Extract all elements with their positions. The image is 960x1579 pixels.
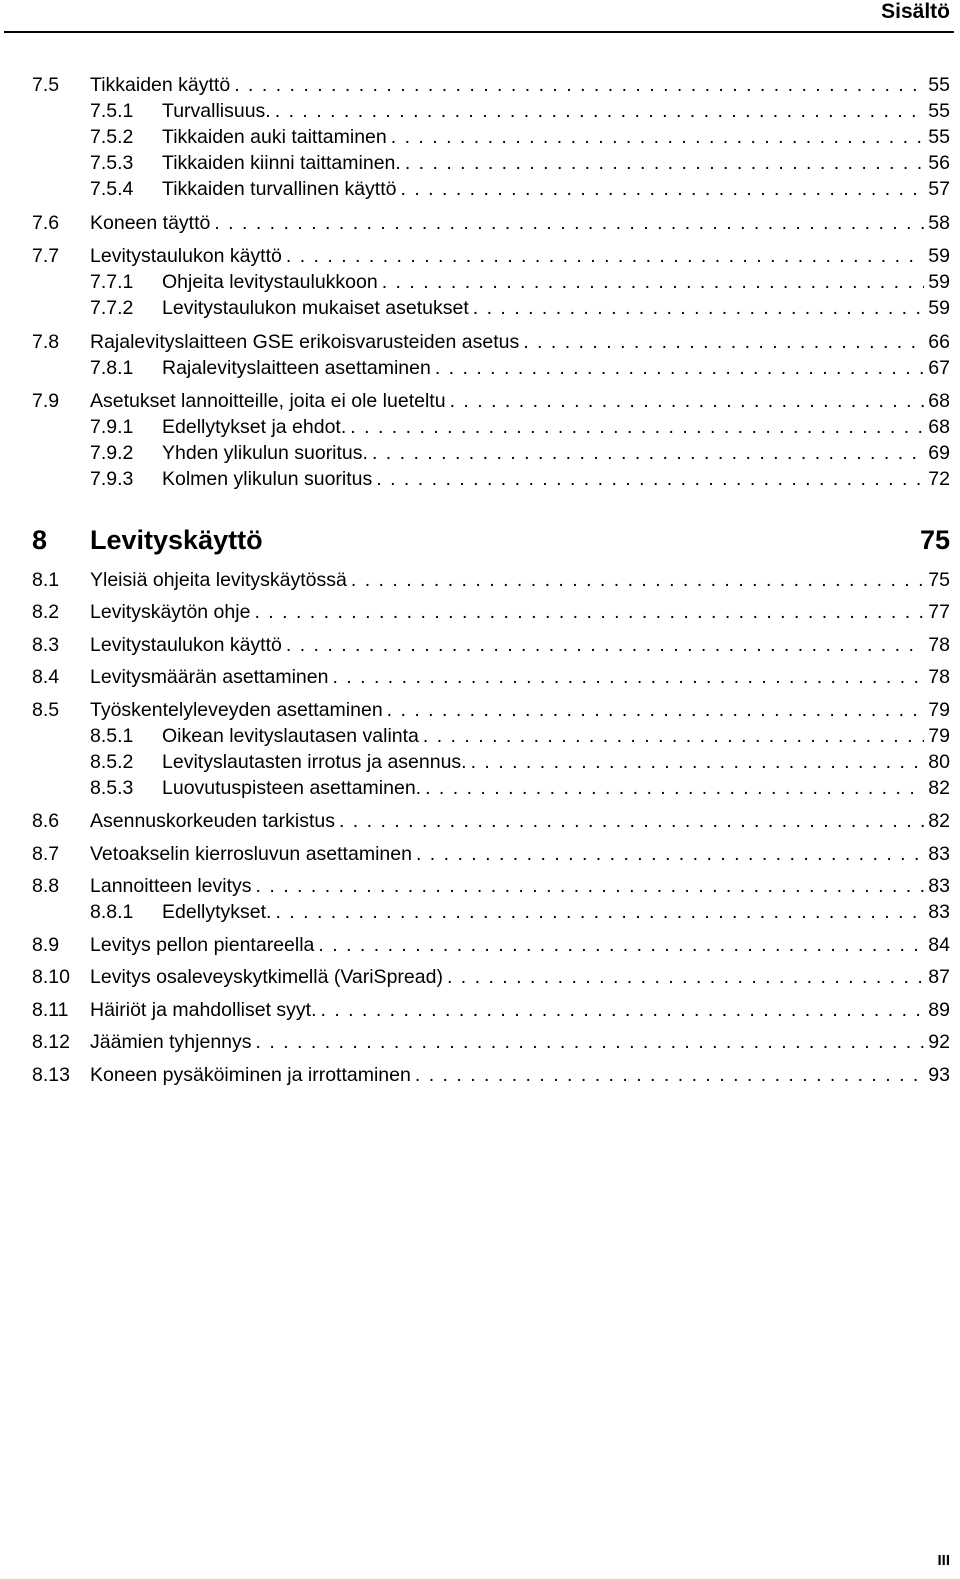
toc-entry-page: 59 (928, 297, 950, 319)
toc-entry[interactable] (32, 808, 950, 834)
header-divider (4, 31, 954, 33)
toc-entry-title: Asennuskorkeuden tarkistus (90, 810, 335, 832)
toc-dot-leader (415, 1062, 924, 1088)
toc-entry-number: 8.2 (32, 601, 60, 623)
toc-entry-title: Oikean levityslautasen valinta (162, 725, 419, 747)
toc-entry-page: 83 (928, 843, 950, 865)
toc-entry-title: Koneen täyttö (90, 212, 211, 234)
toc-entry-title: Häiriöt ja mahdolliset syyt. (90, 999, 317, 1021)
toc-entry-title: Levitys osaleveyskytkimellä (VariSpread) (90, 966, 443, 988)
toc-entry-title: Tikkaiden auki taittaminen (162, 126, 387, 148)
toc-entry-page: 55 (928, 126, 950, 148)
toc-entry-title: Levitystaulukon mukaiset asetukset (162, 297, 469, 319)
toc-entry-number: 7.7 (32, 245, 60, 267)
toc-entry-page: 82 (928, 810, 950, 832)
toc-entry-page: 87 (928, 966, 950, 988)
toc-entry-page: 93 (928, 1064, 950, 1086)
toc-entry[interactable] (32, 329, 950, 355)
toc-entry[interactable] (32, 775, 950, 801)
toc-entry-number: 8.13 (32, 1064, 70, 1086)
toc-entry[interactable] (32, 841, 950, 867)
chapter-heading[interactable] (32, 525, 950, 559)
toc-entry[interactable] (32, 632, 950, 658)
toc-entry-number: 7.8 (32, 331, 60, 353)
toc-entry-number: 8.10 (32, 966, 70, 988)
toc-entry-page: 79 (928, 725, 950, 747)
toc-entry[interactable] (32, 723, 950, 749)
toc-entry[interactable] (32, 440, 950, 466)
toc-dot-leader (523, 329, 924, 355)
toc-entry-number: 7.7.1 (90, 271, 134, 293)
toc-entry-page: 68 (928, 416, 950, 438)
toc-entry-page: 79 (928, 699, 950, 721)
toc-entry-number: 8.8 (32, 875, 60, 897)
toc-entry[interactable] (32, 567, 950, 593)
toc-entry-number: 8.5 (32, 699, 60, 721)
toc-dot-leader (376, 466, 924, 492)
toc-entry-page: 68 (928, 390, 950, 412)
toc-entry-page: 59 (928, 245, 950, 267)
toc-dot-leader (286, 632, 924, 658)
toc-entry-page: 57 (928, 178, 950, 200)
toc-entry-page: 83 (928, 901, 950, 923)
toc-entry-title: Yhden ylikulun suoritus. (162, 442, 368, 464)
toc-dot-leader (339, 808, 924, 834)
toc-entry-title: Edellytykset ja ehdot. (162, 416, 347, 438)
toc-dot-leader (256, 1029, 925, 1055)
toc-entry-number: 8.3 (32, 634, 60, 656)
toc-entry-page: 72 (928, 468, 950, 490)
toc-entry[interactable] (32, 1029, 950, 1055)
toc-entry-title: Levitysmäärän asettaminen (90, 666, 329, 688)
toc-dot-leader (234, 72, 924, 98)
toc-dot-leader (254, 599, 924, 625)
toc-dot-leader (382, 269, 925, 295)
toc-entry[interactable] (32, 749, 950, 775)
toc-dot-leader (435, 355, 924, 381)
toc-entry[interactable] (32, 210, 950, 236)
toc-dot-leader (447, 964, 924, 990)
toc-entry-title: Työskentelyleveyden asettaminen (90, 699, 383, 721)
toc-entry[interactable] (32, 243, 950, 269)
toc-dot-leader (350, 414, 924, 440)
toc-entry-number: 8.5.1 (90, 725, 134, 747)
toc-entry-number: 7.9.3 (90, 468, 134, 490)
toc-entry-number: 7.6 (32, 212, 60, 234)
toc-entry-title: Edellytykset. (162, 901, 272, 923)
toc-entry-page: 55 (928, 100, 950, 122)
toc-dot-leader (450, 388, 925, 414)
toc-entry-title: Jäämien tyhjennys (90, 1031, 252, 1053)
toc-entry-page: 67 (928, 357, 950, 379)
toc-entry-number: 8.6 (32, 810, 60, 832)
toc-entry-title: Lannoitteen levitys (90, 875, 252, 897)
toc-dot-leader (321, 997, 925, 1023)
toc-dot-leader (318, 932, 924, 958)
toc-entry-title: Levitys pellon pientareella (90, 934, 315, 956)
header-title: Sisältö (881, 0, 950, 23)
toc-entry-title: Ohjeita levitystaulukkoon (162, 271, 378, 293)
toc-entry[interactable] (32, 295, 950, 321)
toc-entry-page: 75 (928, 569, 950, 591)
toc-entry-title: Tikkaiden käyttö (90, 74, 231, 96)
toc-entry-number: 7.7.2 (90, 297, 134, 319)
toc-entry-number: 8.4 (32, 666, 60, 688)
toc-dot-leader (471, 749, 925, 775)
toc-entry[interactable] (32, 124, 950, 150)
toc-entry[interactable] (32, 697, 950, 723)
toc-entry-number: 7.9 (32, 390, 60, 412)
toc-entry[interactable] (32, 932, 950, 958)
toc-entry-page: 83 (928, 875, 950, 897)
chapter-number: 8 (32, 525, 48, 555)
toc-entry[interactable] (32, 414, 950, 440)
toc-entry-page: 82 (928, 777, 950, 799)
toc-entry-number: 8.12 (32, 1031, 70, 1053)
toc-entry-title: Tikkaiden kiinni taittaminen. (162, 152, 401, 174)
toc-entry-title: Koneen pysäköiminen ja irrottaminen (90, 1064, 411, 1086)
toc-entry[interactable] (32, 150, 950, 176)
toc-dot-leader (214, 210, 924, 236)
toc-entry[interactable] (32, 388, 950, 414)
toc-entry[interactable] (32, 98, 950, 124)
toc-entry-number: 8.11 (32, 999, 69, 1021)
toc-dot-leader (400, 176, 924, 202)
toc-entry-page: 77 (928, 601, 950, 623)
toc-dot-leader (332, 664, 924, 690)
toc-entry-page: 56 (928, 152, 950, 174)
toc-entry-page: 89 (928, 999, 950, 1021)
toc-entry[interactable] (32, 269, 950, 295)
toc-entry-page: 69 (928, 442, 950, 464)
toc-entry-title: Levityslautasten irrotus ja asennus. (162, 751, 467, 773)
toc-entry-title: Asetukset lannoitteille, joita ei ole lueteltu (90, 390, 446, 412)
toc-dot-leader (275, 98, 925, 124)
toc-entry-page: 58 (928, 212, 950, 234)
toc-entry-number: 8.1 (32, 569, 60, 591)
toc-entry-title: Rajalevityslaitteen asettaminen (162, 357, 431, 379)
toc-dot-leader (387, 697, 925, 723)
toc-entry[interactable] (32, 599, 950, 625)
toc-entry-number: 7.5.1 (90, 100, 134, 122)
toc-entry-page: 92 (928, 1031, 950, 1053)
toc-entry[interactable] (32, 1062, 950, 1088)
toc-dot-leader (423, 723, 924, 749)
toc-entry-page: 66 (928, 331, 950, 353)
toc-entry-number: 7.5.2 (90, 126, 134, 148)
toc-entry-number: 7.9.1 (90, 416, 134, 438)
toc-entry-number: 7.8.1 (90, 357, 134, 379)
toc-entry[interactable] (32, 873, 950, 899)
toc-entry[interactable] (32, 664, 950, 690)
toc-dot-leader (351, 567, 924, 593)
toc-entry-title: Tikkaiden turvallinen käyttö (162, 178, 397, 200)
toc-entry-number: 7.5.3 (90, 152, 134, 174)
toc-entry-title: Levitystaulukon käyttö (90, 245, 282, 267)
toc-entry-title: Vetoakselin kierrosluvun asettaminen (90, 843, 412, 865)
toc-entry-title: Turvallisuus. (162, 100, 271, 122)
toc-entry[interactable] (32, 964, 950, 990)
toc-entry-page: 80 (928, 751, 950, 773)
toc-dot-leader (372, 440, 924, 466)
toc-entry-number: 8.8.1 (90, 901, 134, 923)
toc-entry-title: Kolmen ylikulun suoritus (162, 468, 373, 490)
page-number: III (937, 1552, 950, 1569)
toc-entry-number: 8.7 (32, 843, 60, 865)
toc-dot-leader (286, 243, 924, 269)
toc-entry-page: 78 (928, 634, 950, 656)
toc-entry-page: 59 (928, 271, 950, 293)
toc-entry[interactable] (32, 899, 950, 925)
toc-dot-leader (405, 150, 924, 176)
toc-entry[interactable] (32, 997, 950, 1023)
toc-entry-title: Yleisiä ohjeita levityskäytössä (90, 569, 347, 591)
toc-entry[interactable] (32, 355, 950, 381)
toc-entry-page: 78 (928, 666, 950, 688)
toc-dot-leader (256, 873, 925, 899)
toc-entry-number: 7.9.2 (90, 442, 134, 464)
chapter-title: Levityskäyttö (90, 525, 263, 555)
toc-dot-leader (425, 775, 924, 801)
toc-dot-leader (473, 295, 925, 321)
toc-entry-title: Rajalevityslaitteen GSE erikoisvarusteiden asetus (90, 331, 520, 353)
toc-entry-page: 55 (928, 74, 950, 96)
toc-entry-title: Levityskäytön ohje (90, 601, 251, 623)
toc-entry-title: Luovutuspisteen asettaminen. (162, 777, 422, 799)
toc-entry[interactable] (32, 466, 950, 492)
toc-entry-title: Levitystaulukon käyttö (90, 634, 282, 656)
toc-entry-number: 7.5 (32, 74, 60, 96)
toc-entry-number: 7.5.4 (90, 178, 134, 200)
toc-entry-page: 84 (928, 934, 950, 956)
toc-dot-leader (391, 124, 925, 150)
toc-entry[interactable] (32, 176, 950, 202)
toc-entry-number: 8.5.3 (90, 777, 134, 799)
toc-entry-number: 8.9 (32, 934, 60, 956)
toc-dot-leader (416, 841, 924, 867)
toc-entry-number: 8.5.2 (90, 751, 134, 773)
chapter-page: 75 (919, 525, 950, 555)
toc-dot-leader (275, 899, 924, 925)
toc-entry[interactable] (32, 72, 950, 98)
